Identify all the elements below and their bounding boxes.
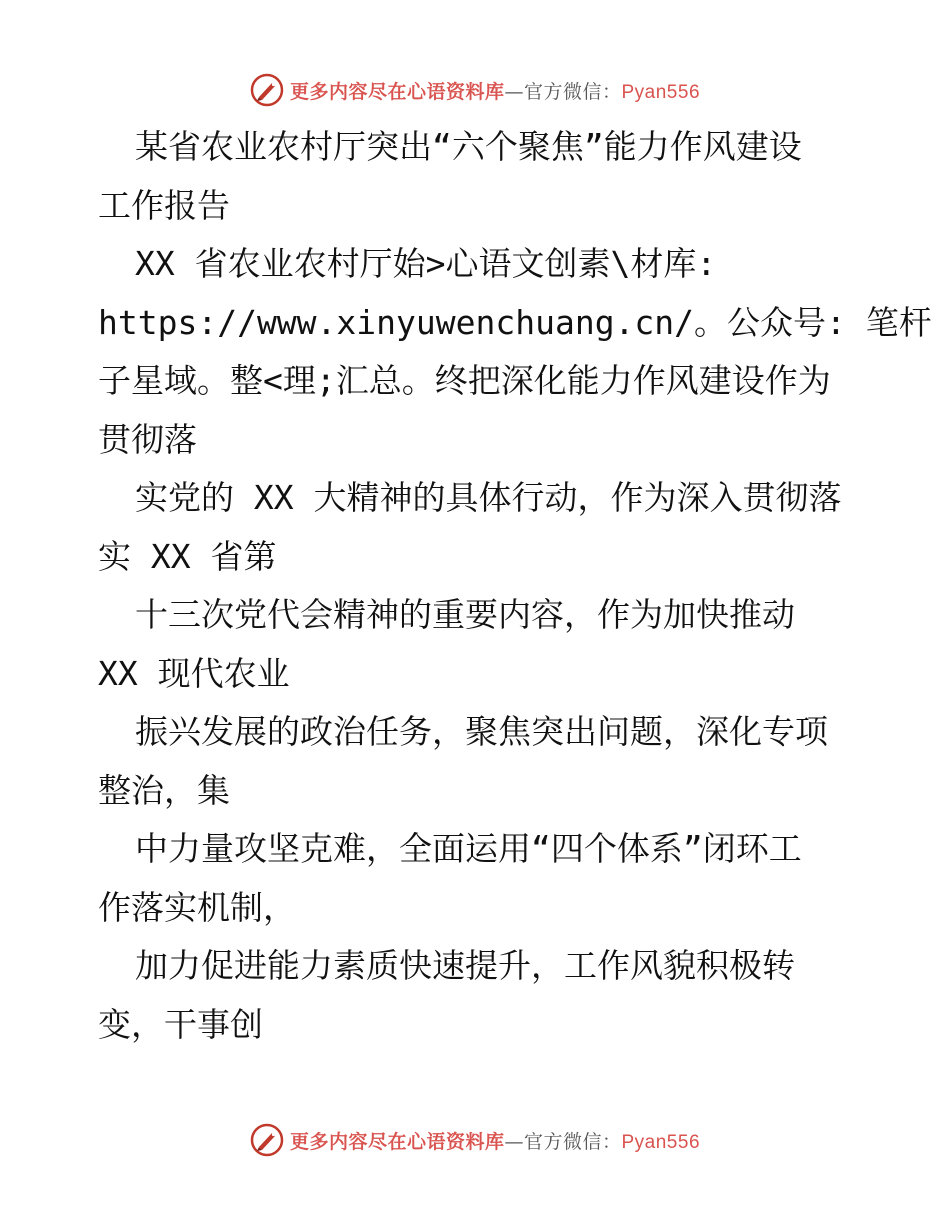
paragraph-line: 加力促进能力素质快速提升，工作风貌积极转 — [135, 946, 795, 985]
banner-text — [290, 1127, 700, 1154]
banner-title: 更多内容尽在心语资料库 — [289, 80, 505, 103]
banner-wechat-id: Pyan556 — [621, 1131, 701, 1153]
banner-wechat-id: Pyan556 — [621, 81, 701, 103]
document-title-line-1: 某省农业农村厅突出“六个聚焦”能力作风建设 — [135, 127, 802, 166]
banner-title: 更多内容尽在心语资料库 — [289, 1130, 505, 1153]
paragraph-line: 振兴发展的政治任务，聚焦突出问题，深化专项 — [135, 712, 828, 751]
paragraph-line: 变，干事创 — [98, 1004, 263, 1044]
banner-separator: —官方微信： — [504, 80, 622, 103]
paragraph-line: 实党的 XX 大精神的具体行动，作为深入贯彻落 — [135, 478, 842, 517]
pen-logo-icon — [250, 1123, 284, 1157]
paragraph-line: 十三次党代会精神的重要内容，作为加快推动 — [135, 595, 795, 634]
footer-banner — [0, 1120, 950, 1160]
paragraph-line: 中力量攻坚克难，全面运用“四个体系”闭环工 — [135, 829, 802, 868]
document-body — [98, 118, 932, 1054]
paragraph-line: 作落实机制， — [98, 887, 296, 927]
paragraph-line: 整治，集 — [98, 770, 230, 810]
paragraph-line: 贯彻落 — [98, 419, 197, 459]
header-banner — [0, 70, 950, 110]
paragraph-line: 实 XX 省第 — [98, 536, 277, 576]
paragraph-line: XX 省农业农村厅始>心语文创素\材库: — [135, 244, 717, 283]
paragraph-line: XX 现代农业 — [98, 653, 290, 693]
banner-separator: —官方微信： — [504, 1130, 622, 1153]
banner-text — [290, 77, 700, 104]
paragraph-line: 子星域。整<理;汇总。终把深化能力作风建设作为 — [98, 361, 831, 400]
paragraph-line: https://www.xinyuwenchuang.cn/。公众号: 笔杆 — [98, 302, 932, 342]
document-title-line-2: 工作报告 — [98, 185, 230, 225]
pen-logo-icon — [250, 73, 284, 107]
